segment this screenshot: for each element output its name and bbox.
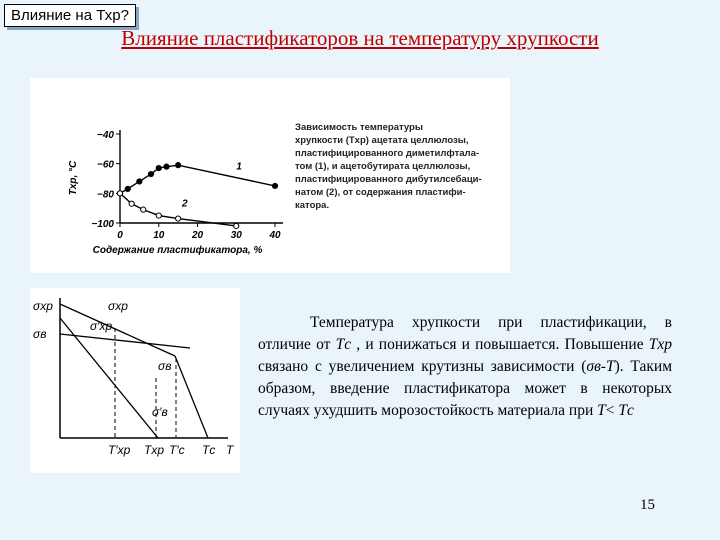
data-point (234, 223, 239, 228)
chart-area (68, 130, 283, 256)
slide-title: Влияние пластификаторов на температуру хрупкости (121, 26, 599, 50)
data-point (156, 213, 161, 218)
paragraph-text: связано с увеличением крутизны зависимости ( (258, 358, 587, 375)
y-tick-label: −80 (97, 189, 114, 201)
chart-x-label: Содержание пластификатора, % (92, 245, 263, 256)
explanation-paragraph (258, 312, 672, 422)
label-sigma-xr-axis: σхр (33, 299, 53, 313)
data-point (137, 179, 142, 184)
label-t-xr-prime: T′хр (108, 443, 131, 457)
tensile-strength-line (175, 356, 208, 438)
caption-line: Зависимость температуры (295, 122, 423, 133)
y-tick-label: −40 (97, 130, 114, 141)
paragraph-symbol: T (597, 402, 606, 419)
label-t-c: Tс (202, 443, 216, 457)
data-point (272, 183, 277, 188)
paragraph-symbol: σв-T (586, 358, 615, 375)
x-tick-label: 20 (191, 230, 204, 241)
data-point (129, 201, 134, 206)
paragraph-text: < (605, 402, 619, 419)
caption-line: пластифицированного диметилфтала- (295, 148, 480, 159)
curve-2-label: 2 (182, 198, 188, 210)
label-sigma-v-axis: σв (33, 327, 47, 341)
label-t-c-prime: T′с (169, 443, 185, 457)
label-sigma-v-prime: σ′в (152, 405, 168, 419)
figure-plasticizer-chart (30, 78, 510, 273)
paragraph-text: Температура хрупкости при пластификации, в отличие от (258, 314, 672, 353)
label-t-xr: Tхр (144, 443, 165, 457)
data-point (176, 216, 181, 221)
data-point (156, 166, 161, 171)
caption-line: пластифицированного дибутилсебаци- (295, 174, 482, 185)
caption-line: том (1), и ацетобутирата целлюлозы, (295, 161, 471, 172)
data-point (164, 164, 169, 169)
paragraph-symbol: Tс (335, 336, 352, 353)
x-tick-label: 0 (117, 230, 123, 241)
data-point (176, 163, 181, 168)
data-point (148, 171, 153, 176)
label-sigma-xr: σхр (108, 299, 128, 313)
paragraph-symbol: Tхр (648, 336, 672, 353)
slide-number: 15 (640, 497, 655, 513)
figure-sigma-t-diagram (30, 288, 240, 473)
y-tick-label: −60 (97, 159, 114, 171)
series-line-1 (120, 165, 275, 193)
paragraph-symbol: Tс (618, 402, 634, 419)
chart-svg (30, 78, 510, 273)
x-tick-label: 10 (153, 230, 165, 241)
window-badge: Влияние на Тхр? (4, 4, 136, 27)
diagram-svg (30, 288, 240, 473)
paragraph-text: , и понижаться и повышается. Повышение (351, 336, 649, 353)
caption-line: натом (2), от содержания пластифи- (295, 187, 466, 198)
caption-line: катора. (295, 200, 330, 211)
paragraph-text: ). Таким образом, введение пластификатора может в некоторых случаях ухудшить морозостойкость материала при (258, 358, 672, 419)
data-point (117, 191, 122, 196)
label-sigma-xr-prime: σ′хр (90, 319, 113, 333)
label-t-axis: T (226, 443, 234, 457)
caption-line: хрупкости (Tхр) ацетата целлюлозы, (295, 135, 469, 146)
data-point (125, 186, 130, 191)
data-point (141, 207, 146, 212)
x-tick-label: 40 (269, 230, 281, 241)
y-tick-label: −100 (91, 219, 114, 230)
x-tick-label: 30 (230, 230, 242, 241)
label-sigma-v: σв (158, 359, 172, 373)
chart-y-label: Tхр, °С (68, 160, 79, 196)
curve-1-label: 1 (236, 161, 242, 173)
